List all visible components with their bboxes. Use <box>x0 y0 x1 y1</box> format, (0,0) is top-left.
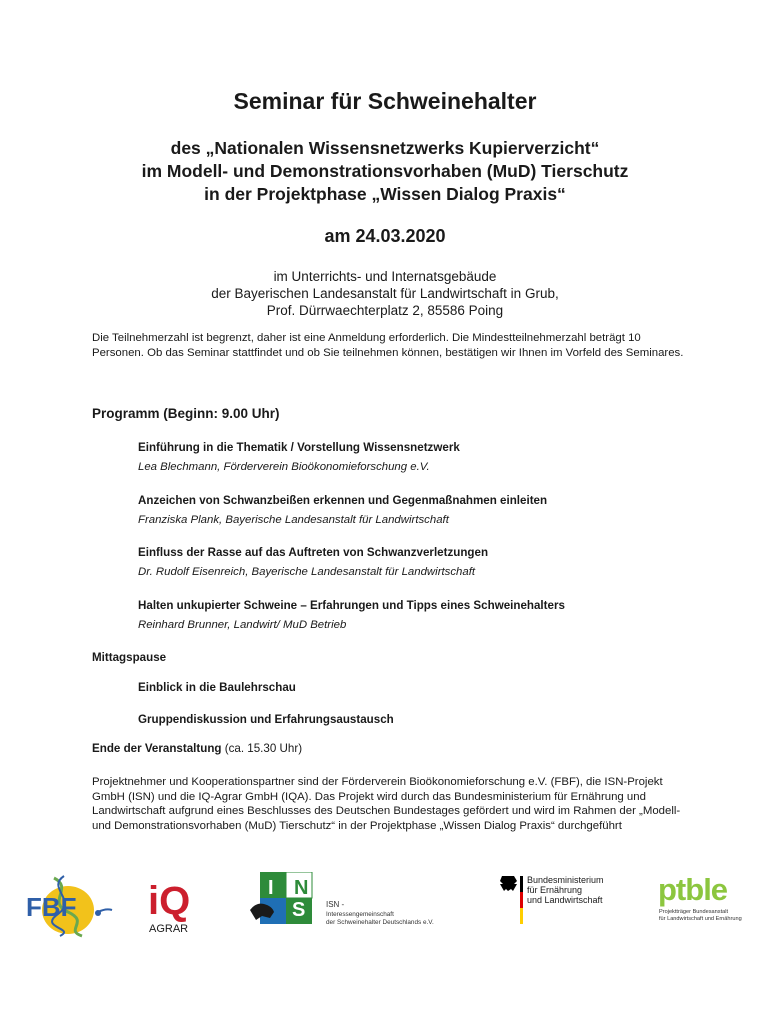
iq-agrar-mark: iQ <box>148 879 191 923</box>
bmel-logo <box>497 872 615 928</box>
ptble-logo-graphic <box>656 866 752 926</box>
ptble-mark: ptble <box>658 872 728 907</box>
isn-line: ISN - <box>326 900 345 909</box>
program-item <box>138 441 698 473</box>
partners-paragraph: Projektnehmer und Kooperationspartner sind der Förderverein Bioökonomieforschung e.V. (FBF), die ISN-Projekt GmbH (ISN) und die IQ-Agrar GmbH (IQA). Das Projekt wird durch das Bundesministerium für Ernährung und Landwirtschaft aufgrund eines Beschlusses des Deutschen Bundestages gefördert und wird im Rahmen der „Modell- und Demonstrationsvorhaben (MuD) Tierschutz“ in der Projektphase „Wissen Dialog Praxis“ durchgeführt <box>92 776 681 832</box>
event-end-time: (ca. 15.30 Uhr) <box>224 742 303 755</box>
program-heading: Programm (Beginn: 9.00 Uhr) <box>92 406 280 421</box>
event-date: am 24.03.2020 <box>324 226 446 246</box>
venue-line: der Bayerischen Landesanstalt für Landwirtschaft in Grub, <box>211 286 559 301</box>
iq-agrar-logo-graphic <box>148 876 204 934</box>
program-afternoon-item: Einblick in die Baulehrschau <box>138 681 296 694</box>
bmel-line: für Ernährung <box>527 885 583 895</box>
page-title: Seminar für Schweinehalter <box>233 88 537 114</box>
isn-letter: N <box>294 877 309 899</box>
program-afternoon-item: Gruppendiskussion und Erfahrungsaustausch <box>138 713 394 726</box>
fbf-logo <box>24 872 116 938</box>
program-item <box>138 599 698 631</box>
event-end <box>92 742 302 755</box>
bmel-line: und Landwirtschaft <box>527 895 603 905</box>
venue-line: im Unterrichts- und Internatsgebäude <box>273 269 497 284</box>
program-item-title: Einführung in die Thematik / Vorstellung Wissensnetzwerk <box>138 441 460 454</box>
subtitle-line: in der Projektphase „Wissen Dialog Praxis“ <box>204 184 566 204</box>
lunch-break: Mittagspause <box>92 651 167 664</box>
ptble-line: für Landwirtschaft und Ernährung <box>659 916 742 922</box>
subtitle-line: im Modell- und Demonstrationsvorhaben (MuD) Tierschutz <box>141 161 629 181</box>
venue-line: Prof. Dürrwaechterplatz 2, 85586 Poing <box>266 303 504 318</box>
isn-logo <box>250 872 450 928</box>
venue <box>0 268 770 319</box>
isn-logo-graphic <box>250 872 450 928</box>
isn-letter: S <box>292 899 306 921</box>
program-item-speaker: Franziska Plank, Bayerische Landesanstalt für Landwirtschaft <box>138 514 449 526</box>
program-item-speaker: Dr. Rudolf Eisenreich, Bayerische Landesanstalt für Landwirtschaft <box>138 566 476 578</box>
subtitle <box>0 137 770 206</box>
subtitle-line: des „Nationalen Wissensnetzwerks Kupierverzicht“ <box>170 138 600 158</box>
intro-paragraph: Die Teilnehmerzahl ist begrenzt, daher ist eine Anmeldung erforderlich. Die Mindestteilnehmerzahl beträgt 10 Personen. Ob das Seminar stattfindet und ob Sie teilnehmen können, bestätigen wir Ihnen im Vorfeld des Seminares. <box>92 332 684 359</box>
fbf-logo-text: FBF <box>26 892 77 922</box>
isn-line: Interessengemeinschaft <box>326 911 394 918</box>
bmel-logo-graphic <box>497 872 615 928</box>
iq-agrar-text: AGRAR <box>149 923 189 934</box>
program-item-title: Halten unkupierter Schweine – Erfahrungen und Tipps eines Schweinehalters <box>138 599 565 612</box>
event-end-label: Ende der Veranstaltung <box>92 742 222 755</box>
fbf-logo-graphic <box>24 872 116 938</box>
ptble-line: Projektträger Bundesanstalt <box>659 909 729 915</box>
iq-agrar-logo <box>148 876 204 934</box>
ptble-logo <box>656 866 752 926</box>
program-item-title: Einfluss der Rasse auf das Auftreten von Schwanzverletzungen <box>138 546 489 559</box>
federal-eagle-icon <box>500 876 517 891</box>
program-item-speaker: Reinhard Brunner, Landwirt/ MuD Betrieb <box>138 619 347 631</box>
isn-line: der Schweinehalter Deutschlands e.V. <box>326 919 434 926</box>
program-item-speaker: Lea Blechmann, Förderverein Bioökonomieforschung e.V. <box>138 461 430 473</box>
bmel-line: Bundesministerium <box>527 875 604 885</box>
isn-letter: I <box>268 877 274 899</box>
program-item <box>138 494 698 526</box>
program-item <box>138 546 698 578</box>
program-item-title: Anzeichen von Schwanzbeißen erkennen und Gegenmaßnahmen einleiten <box>138 494 548 507</box>
